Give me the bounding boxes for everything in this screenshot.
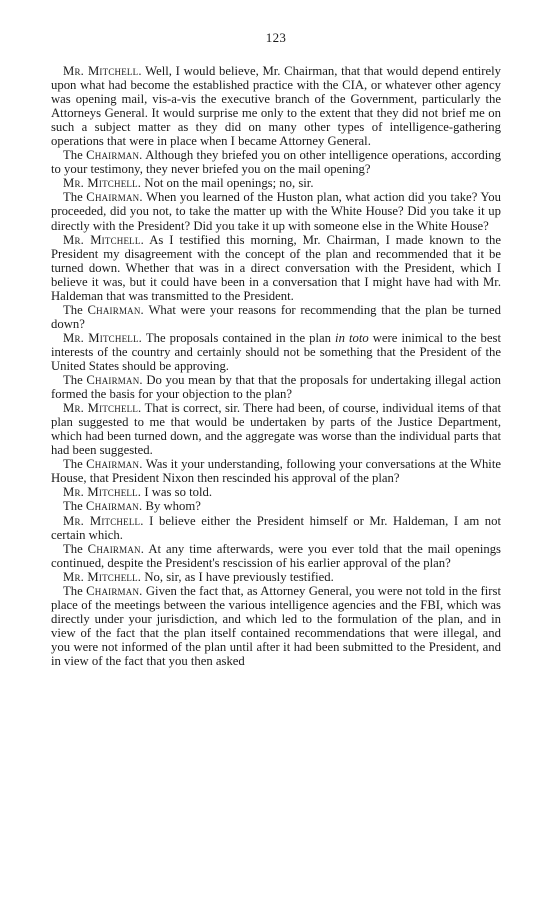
paragraph-text: At any time afterwards, were you ever told that the mail openings continued, despite the President's rescission of his earlier approval of the plan?: [51, 541, 501, 570]
paragraph: [51, 542, 501, 570]
paragraph: [51, 514, 501, 542]
speaker-name: Chairman.: [85, 499, 143, 514]
paragraph: [51, 176, 501, 190]
testimony-text: [51, 64, 501, 668]
speaker-prefix: The: [63, 190, 87, 205]
speaker-name: Mr. Mitchell.: [63, 513, 144, 528]
speaker-name: Chairman.: [86, 148, 143, 163]
speaker-name: Chairman.: [86, 457, 143, 472]
italic-phrase: in toto: [335, 330, 369, 345]
paragraph-text: Not on the mail openings; no, sir.: [141, 176, 314, 191]
paragraph: [51, 64, 501, 148]
speaker-prefix: The: [63, 457, 87, 472]
paragraph-text: Given the fact that, as Attorney General, you were not told in the first place of the meetings between the various intelligence agencies and the FBI, which was directly under your jurisdiction, and which led to the formulation of the plan, and in view of the fact that the plan itself contained recommendations that were illegal, and you were not informed of the plan until after it had been submitted to the President, and in view of the fact that you then asked: [51, 583, 501, 668]
paragraph-text: No, sir, as I have previously testified.: [141, 569, 334, 584]
paragraph: [51, 373, 501, 401]
speaker-prefix: The: [63, 541, 88, 556]
paragraph: [51, 190, 501, 232]
paragraph-text: The proposals contained in the plan: [142, 330, 336, 345]
paragraph-text: What were your reasons for recommending that the plan be turned down?: [51, 302, 501, 331]
paragraph: [51, 303, 501, 331]
paragraph-text: I believe either the President himself or Mr. Haldeman, I am not certain which.: [51, 513, 501, 542]
speaker-name: Chairman.: [86, 190, 143, 205]
paragraph: [51, 401, 501, 457]
speaker-name: Mr. Mitchell.: [63, 64, 142, 78]
speaker-prefix: The: [63, 373, 87, 388]
speaker-name: Mr. Mitchell.: [63, 176, 142, 191]
paragraph: [51, 499, 501, 513]
speaker-name: Mr. Mitchell.: [63, 401, 142, 416]
paragraph: [51, 233, 501, 303]
speaker-name: Chairman.: [87, 541, 145, 556]
paragraph: [51, 485, 501, 499]
speaker-name: Mr. Mitchell.: [63, 330, 143, 345]
paragraph: [51, 570, 501, 584]
paragraph: [51, 457, 501, 485]
speaker-prefix: The: [63, 148, 87, 163]
paragraph-text: By whom?: [142, 499, 201, 514]
paragraph-text: Was it your understanding, following your conversations at the White House, that President Nixon then rescinded his approval of the plan?: [51, 457, 501, 486]
speaker-prefix: The: [63, 302, 88, 317]
paragraph-text: Well, I would believe, Mr. Chairman, that that would depend entirely upon what had become the established practice with the CIA, or whatever other agency was opening mail, vis-a-vis the executive branch of the Government, particularly the Attorneys General. It would surprise me only to the extent that they did not brief me on such a subject matter as they did on many other types of intelligence-gathering operations that were in place when I became Attorney General.: [51, 64, 502, 149]
paragraph-text: As I testified this morning, Mr. Chairman, I made known to the President my disagreement with the concept of the plan and recommended that it be turned down. Whether that was in a direct conversation with the President, which I believe it was, but it could have been in a conversation that I might have had with Mr. Haldeman that was transmitted to the President.: [51, 232, 502, 303]
paragraph-text: Although they briefed you on other intelligence operations, according to your testimony, they never briefed you on the mail opening?: [51, 148, 501, 177]
speaker-name: Mr. Mitchell.: [63, 485, 142, 500]
paragraph-text-continued: were inimical to the best interests of the country and certainly should not be something that the President of the United States should be approving.: [51, 330, 501, 373]
speaker-name: Chairman.: [86, 583, 143, 598]
speaker-name: Mr. Mitchell.: [63, 232, 144, 247]
speaker-name: Chairman.: [86, 373, 143, 388]
paragraph: [51, 584, 501, 668]
paragraph: [51, 148, 501, 176]
paragraph-text: Do you mean by that that the proposals for undertaking illegal action formed the basis for your objection to the plan?: [51, 373, 502, 402]
paragraph: [51, 331, 501, 373]
speaker-name: Chairman.: [87, 302, 144, 317]
speaker-prefix: The: [63, 583, 87, 598]
speaker-name: Mr. Mitchell.: [63, 569, 142, 584]
paragraph-text: That is correct, sir. There had been, of course, individual items of that plan suggested to me that would be undertaken by parts of the Justice Department, which had been turned down, and the aggregate was worse than the individual parts that had been suggested.: [51, 401, 501, 458]
paragraph-text: I was so told.: [141, 485, 213, 500]
speaker-prefix: The: [63, 499, 86, 514]
page-number: 123: [265, 30, 287, 45]
paragraph-text: When you learned of the Huston plan, what action did you take? You proceeded, did you not, to take the matter up with the White House? Did you take it up directly with the President? Did you take it up with someone else in the White House?: [51, 190, 501, 233]
